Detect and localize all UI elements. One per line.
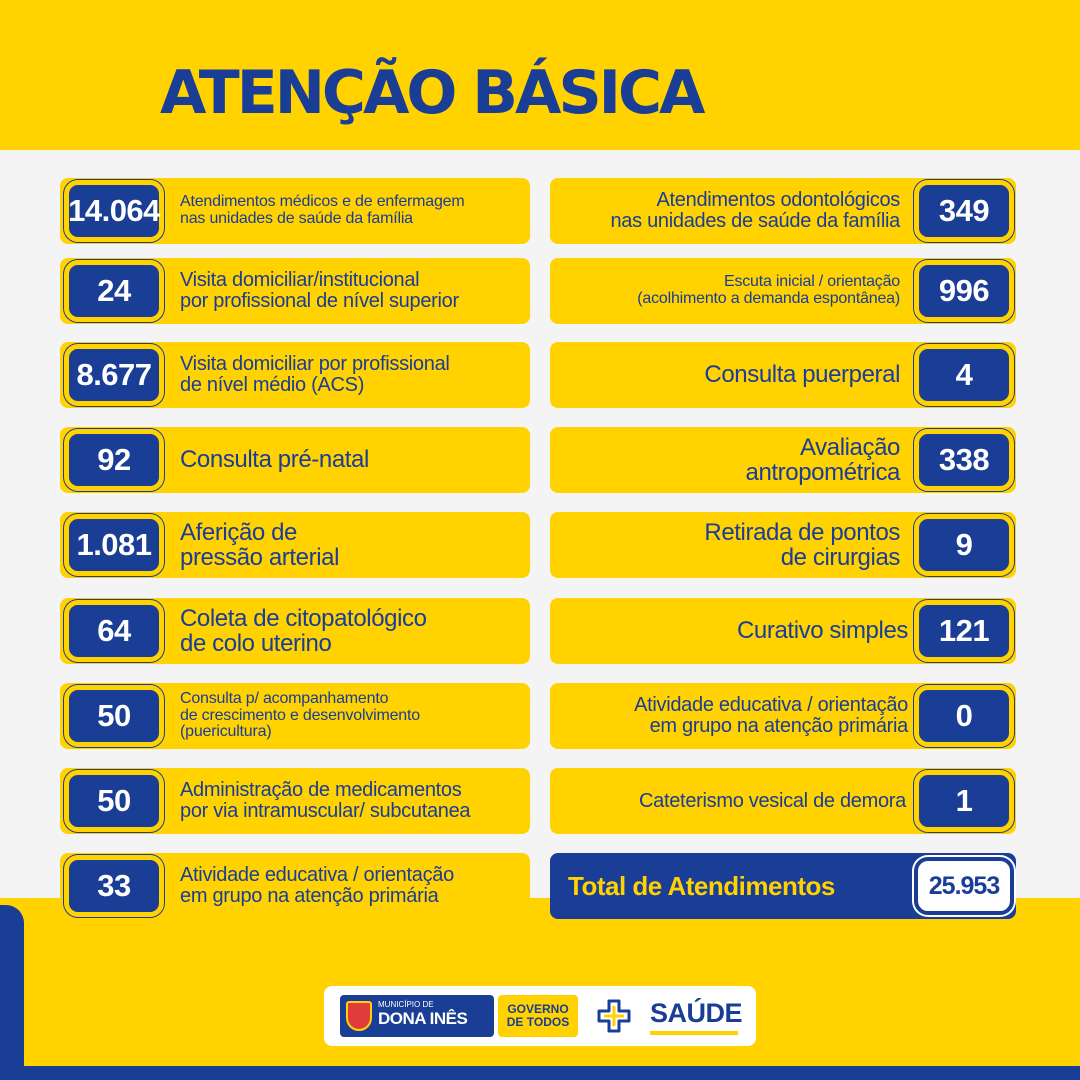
total-card xyxy=(550,853,1016,919)
stat-card xyxy=(60,853,530,919)
stat-value: 349 xyxy=(914,180,1014,242)
government-logo xyxy=(498,995,578,1037)
municipality-small: MUNICÍPIO DE xyxy=(378,1000,434,1009)
stat-label: Avaliação antropométrica xyxy=(745,433,900,486)
gov-line1: GOVERNO xyxy=(507,1002,569,1017)
total-label: Total de Atendimentos xyxy=(568,870,835,901)
stat-label: Aferição de pressão arterial xyxy=(180,518,340,571)
stat-card xyxy=(550,178,1016,244)
stat-value: 14.064 xyxy=(64,180,164,242)
municipality-name: DONA INÊS xyxy=(378,1009,468,1028)
stat-label: Atividade educativa / orientação em grupo na atenção primária xyxy=(634,694,908,737)
municipality-logo xyxy=(340,995,494,1037)
stat-value: 50 xyxy=(64,685,164,747)
stat-value: 996 xyxy=(914,260,1014,322)
stat-value: 0 xyxy=(914,685,1014,747)
stat-card xyxy=(550,683,1016,749)
stat-label: Cateterismo vesical de demora xyxy=(639,789,906,812)
stat-card xyxy=(550,427,1016,493)
stat-value: 64 xyxy=(64,600,164,662)
stat-card xyxy=(550,342,1016,408)
stat-value: 50 xyxy=(64,770,164,832)
stat-card xyxy=(60,427,530,493)
stat-label: Curativo simples xyxy=(737,617,908,645)
stat-value: 4 xyxy=(914,344,1014,406)
saude-underline xyxy=(650,1031,738,1035)
stat-label: Coleta de citopatológico de colo uterino xyxy=(180,604,427,657)
stat-value: 33 xyxy=(64,855,164,917)
stat-card xyxy=(60,512,530,578)
stat-label: Atividade educativa / orientação em grupo na atenção primária xyxy=(180,864,454,907)
stat-label: Consulta p/ acompanhamento de crescimento e desenvolvimento (puericultura) xyxy=(180,689,420,741)
footer-logos xyxy=(324,986,756,1046)
stat-value: 24 xyxy=(64,260,164,322)
stat-label: Visita domiciliar/institucional por profissional de nível superior xyxy=(180,269,459,312)
stat-label: Atendimentos odontológicos nas unidades de saúde da família xyxy=(610,189,900,232)
crest-icon xyxy=(346,1001,372,1031)
stat-card xyxy=(550,258,1016,324)
stat-card xyxy=(60,598,530,664)
stat-label: Visita domiciliar por profissional de nível médio (ACS) xyxy=(180,353,450,396)
stat-value: 121 xyxy=(914,600,1014,662)
total-value: 25.953 xyxy=(914,857,1014,915)
stat-label: Administração de medicamentos por via intramuscular/ subcutanea xyxy=(180,779,471,822)
stat-value: 92 xyxy=(64,429,164,491)
stat-card xyxy=(60,258,530,324)
stat-card xyxy=(550,768,1016,834)
stat-value: 338 xyxy=(914,429,1014,491)
page-title: ATENÇÃO BÁSICA xyxy=(160,58,703,128)
health-cross-icon xyxy=(596,998,632,1034)
saude-logo-text: SAÚDE xyxy=(650,998,743,1028)
gov-line2: DE TODOS xyxy=(506,1015,570,1029)
stat-label: Consulta puerperal xyxy=(704,361,900,389)
stat-label: Retirada de pontos de cirurgias xyxy=(704,518,900,571)
stat-label: Escuta inicial / orientação (acolhimento a demanda espontânea) xyxy=(637,273,900,307)
stat-value: 1 xyxy=(914,770,1014,832)
stat-label: Atendimentos médicos e de enfermagem nas unidades de saúde da família xyxy=(180,193,465,227)
bottom-strip xyxy=(0,1066,1080,1080)
stat-label: Consulta pré-natal xyxy=(180,446,369,474)
stat-value: 8.677 xyxy=(64,344,164,406)
stat-card xyxy=(60,178,530,244)
stat-card xyxy=(60,683,530,749)
decorative-accent xyxy=(0,905,24,1080)
stat-card xyxy=(60,342,530,408)
stat-value: 9 xyxy=(914,514,1014,576)
stat-card xyxy=(60,768,530,834)
stat-card xyxy=(550,598,1016,664)
stat-value: 1.081 xyxy=(64,514,164,576)
stat-card xyxy=(550,512,1016,578)
